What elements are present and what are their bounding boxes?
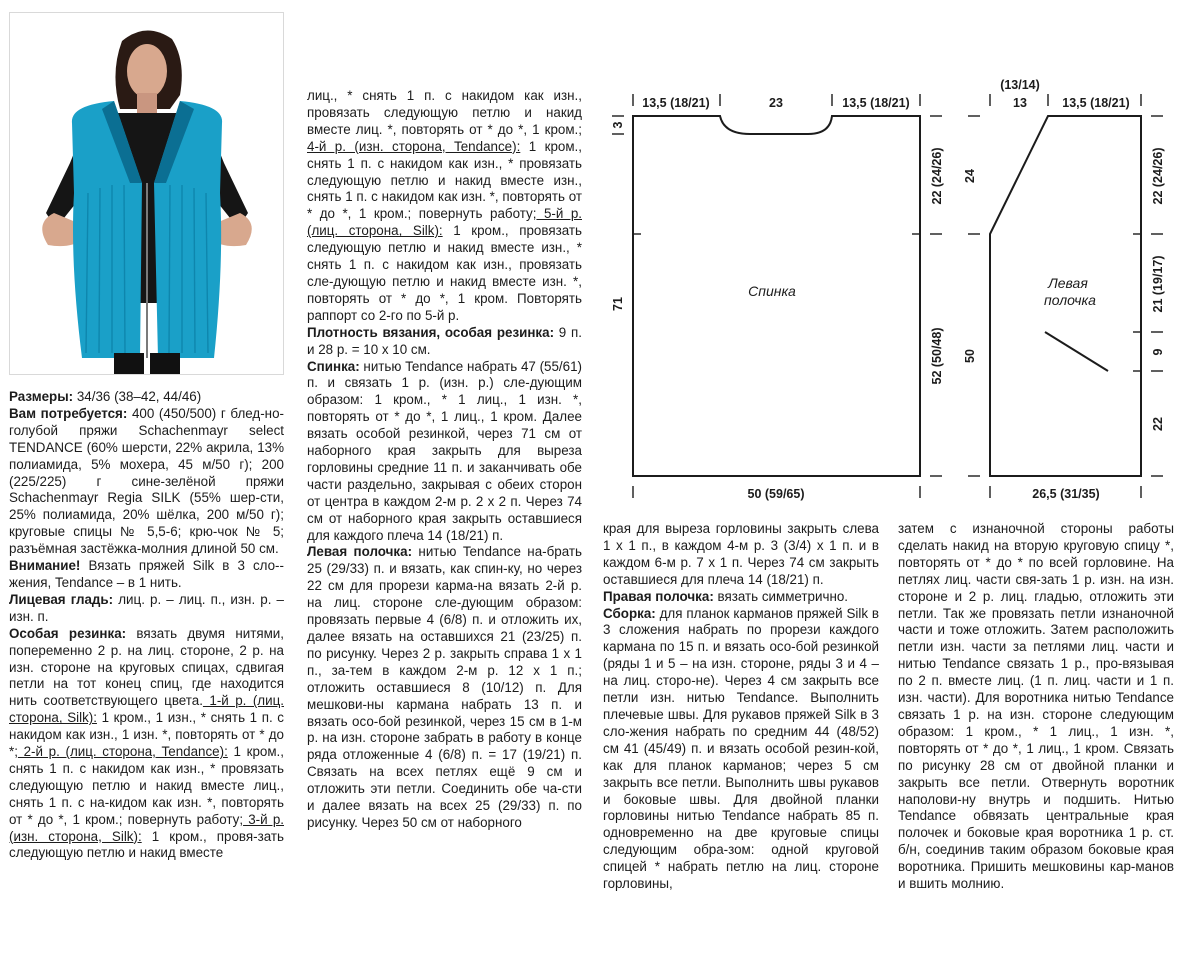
paragraph-text: края для выреза горловины закрыть слева 1 х 1 п., в каждом 4-м р. 3 (3/4) х 1 п. и в каждом 6-м р. 7 х 1 п. Через 74 см закрыть оставшиеся для плеча 14 (18/21) п. bbox=[603, 521, 879, 587]
paragraph bbox=[307, 325, 582, 359]
paragraph-heading: Правая полочка: bbox=[603, 588, 714, 604]
front-right-4-label: 22 bbox=[1151, 417, 1165, 431]
paragraph-heading: Левая полочка: bbox=[307, 544, 413, 560]
paragraph-text: 1 кром., снять 1 п. с накидом как изн., * провязать следующую петлю и накид вместе изн., снять 1 п. с накидом как изн. *, повторять от * до *, 1 кром.; повернуть работу; bbox=[307, 138, 582, 222]
paragraph bbox=[9, 626, 284, 863]
pocket-line bbox=[1045, 332, 1108, 371]
row-instruction-label: 5-й р. (лиц. сторона, Silk): bbox=[307, 206, 582, 239]
front-top-right-label: 13,5 (18/21) bbox=[1062, 96, 1130, 110]
front-bottom-label: 26,5 (31/35) bbox=[1032, 487, 1100, 501]
front-top-left-label: 13 bbox=[1013, 96, 1027, 110]
paragraph-heading: Размеры: bbox=[9, 389, 74, 404]
front-piece-label-line1: Левая bbox=[1048, 275, 1088, 291]
paragraph-text: 1 кром., снять 1 п. с накидом как изн., * провязать следующую петлю и накид вместе лиц., снять 1 п. с на-кидом как изн. *, повторять от * до *, 1 кром.; повернуть работу; bbox=[9, 744, 284, 827]
paragraph-heading: Сборка: bbox=[603, 605, 656, 621]
front-right-3-label: 9 bbox=[1151, 348, 1165, 356]
paragraph-heading: Внимание! bbox=[9, 558, 81, 574]
row-instruction-label: 1-й р. (лиц. сторона, Silk): bbox=[9, 693, 284, 726]
paragraph-text: нитью Tendance набрать 47 (55/61) п. и связать 1 р. (изн. р.) сле-дующим образом: 1 кром., * 1 лиц., 1 изн. *, повторять от * до *, 1 лиц., 1 кром. Далее вязать особой резинкой, через 71 см от наборного края закрыть для выреза горловины средние 11 п. и заканчивать обе части раздельно, закрывая с обеих сторон от центра в каждом 2-м р. 2 х 2 п. Через 74 см от наборного края закрыть оставшиеся для каждого плеча 14 (18/21) п. bbox=[307, 358, 582, 543]
paragraph-text: вязать двумя нитями, попеременно 2 р. на лиц. стороне, 2 р. на изн. стороне на круговых спицах, сдвигая петли на тот конец спиц, где находится нить соответствующего цвета. bbox=[9, 625, 284, 709]
back-bottom-label: 50 (59/65) bbox=[747, 487, 805, 501]
front-piece-label-line2: полочка bbox=[1044, 292, 1096, 308]
paragraph bbox=[603, 589, 879, 606]
paragraph-text: затем с изнаночной стороны работы сделать накид на вторую круговую спицу *, повторять от * до * по всей горловине. На петлях лиц. части свя-зать 1 р. изн. на изн. стороне и 2 р. лиц. гладью, отложить эти петли. Так же провязать петли изнаночной части и тоже отложить. Затем расположить петли изн. части за петлями лиц. части и нитью Tendance связать 1 р., про-вязывая по 2 п. вместе лиц. (1 п. лиц. части и 1 п. изн. части). Для воротника нитью Tendance связать 1 р. на изн. стороне следующим образом: 1 кром., * 1 лиц., 1 изн. *, повторять от * до *, 1 лиц., 1 кром. Связать по рисунку 28 см от двойной планки и закрыть все петли. Отвернуть воротник наполови-ну внутрь и подшить. Нитью Tendance обвязать центральные края полочек и боковые края воротника 1 р. ст. б/н, соединив таким образом боковые края воротника. Пришить мешковины кар-манов и вшить молнию. bbox=[898, 521, 1174, 892]
row-instruction-label: 3-й р. (изн. сторона, Silk): bbox=[9, 811, 284, 844]
paragraph-text: для планок карманов пряжей Silk в 3 сложения набрать по прорези каждого кармана по 15 п. и вязать осо-бой резинкой (ряды 1 и 5 – на изн. стороне, ряды 3 и 4 – на лиц. сторо-не). Через 4 см закрыть все петли изн. нитью Tendance. Выполнить плечевые швы. Для рукавов пряжей Silk в 3 сло-жения набрать по средним 44 (48/52) см 41 (45/49) п. и вязать особой резин-кой, как для планок карманов; через 5 см закрыть все петли. Выполнить швы рукавов и боковые швы. Для двойной планки горловины нитью Tendance набрать 85 п. одновременно на две круговые спицы следующим обра-зом: одной круговой спицей * набрать петлю на лиц. стороне горловины, bbox=[603, 605, 879, 892]
back-top-right-label: 13,5 (18/21) bbox=[842, 96, 910, 110]
text-column-4 bbox=[898, 521, 1174, 893]
front-right-2-label: 21 (19/17) bbox=[1151, 255, 1165, 313]
back-left-small-label: 3 bbox=[611, 121, 625, 129]
paragraph-text: вязать симметрично. bbox=[713, 588, 849, 604]
paragraph-text: 9 п. и 28 р. = 10 х 10 см. bbox=[307, 324, 582, 357]
paragraph-heading: Плотность вязания, особая резинка: bbox=[307, 324, 555, 340]
front-left-upper-label: 24 bbox=[963, 169, 977, 183]
paragraph bbox=[603, 521, 879, 589]
paragraph bbox=[603, 606, 879, 893]
text-column-3 bbox=[603, 521, 879, 893]
paragraph bbox=[307, 544, 582, 831]
back-left-height-label: 71 bbox=[611, 297, 625, 311]
paragraph bbox=[9, 592, 284, 626]
paragraph-text: 1 кром., провя-зать следующую петлю и накид вместе bbox=[9, 828, 284, 861]
paragraph-heading: Лицевая гладь: bbox=[9, 591, 114, 607]
paragraph-text: нитью Tendance на-брать 25 (29/33) п. и вязать, как спин-ку, но через 22 см для прорези карма-на вязать 2-й р. на лиц. стороне сле-дующим образом: провязать первые 4 (6/8) п. и отложить их, далее вязать на оставшихся 21 (23/25) п. по рисунку. Через 2 р. закрыть справа 1 х 1 п., за-тем в каждом 2-м р. 12 х 1 п.; отложить оставшиеся 8 (10/12) п. Для мешкови-ны кармана набрать 13 п. и вязать осо-бой резинкой, через 15 см в 1-м р. на изн. стороне забрать в работу в конце ряда отложенные 4 (6/8) п. = 17 (19/21) п. Связать на всех петлях ещё 9 см и отложить эти петли. Соединить обе ча-сти и далее вязать на всех 25 (29/33) п. по рисунку. Через 50 см от наборного bbox=[307, 544, 582, 830]
front-right-1-label: 22 (24/26) bbox=[1151, 147, 1165, 205]
text-column-1 bbox=[9, 389, 284, 862]
paragraph-text: 34/36 (38–42, 44/46) bbox=[73, 389, 202, 404]
model-photo bbox=[9, 12, 284, 375]
paragraph-text: лиц., * снять 1 п. с накидом как изн., провязать следующую петлю и накид вместе лиц. *, повторять от * до *, 1 кром.; bbox=[307, 88, 582, 137]
paragraph-text: 400 (450/500) г блед-но-голубой пряжи Schachenmayr select TENDANCE (60% шерсти, 22% акрила, 13% полиамида, 5% мохера, 45 м/50 г); 200 (225/225) г сине-зелёной пряжи Schachenmayr Regia SILK (55% шер-сти, 25% полиамида, 20% шёлка, 200 м/50 г); круговые спицы № 5,5-6; крю-чок № 5; разъёмная застёжка-молния длиной 50 см. bbox=[9, 405, 284, 557]
paragraph-text: 1 кром., 1 изн., * снять 1 п. с накидом как изн., 1 изн. *, повторять от * до *; bbox=[9, 710, 284, 760]
paragraph bbox=[307, 88, 582, 325]
paragraph-text: 1 кром., провязать следующую петлю и накид вместе изн., * снять 1 п. с накидом как изн., провязать сле-дующую петлю и накид вместе изн. *, повторять от * до *, 1 кром. Повторять раппорт со 2-го по 5-й р. bbox=[307, 223, 582, 323]
paragraph-heading: Вам потребуется: bbox=[9, 405, 128, 421]
back-top-mid-label: 23 bbox=[769, 96, 783, 110]
front-top-extra-label: (13/14) bbox=[1000, 78, 1040, 92]
paragraph-heading: Спинка: bbox=[307, 358, 360, 374]
text-column-2 bbox=[307, 88, 582, 832]
paragraph bbox=[9, 558, 284, 592]
row-instruction-label: 4-й р. (изн. сторона, Tendance): bbox=[307, 138, 521, 154]
paragraph-text: лиц. р. – лиц. п., изн. р. – изн. п. bbox=[9, 591, 284, 624]
paragraph-heading: Особая резинка: bbox=[9, 625, 127, 641]
row-instruction-label: 2-й р. (лиц. сторона, Tendance): bbox=[17, 744, 228, 760]
back-piece-label: Спинка bbox=[748, 283, 796, 299]
back-right-upper-label: 22 (24/26) bbox=[930, 147, 944, 205]
back-top-left-label: 13,5 (18/21) bbox=[642, 96, 710, 110]
back-right-lower-label: 52 (50/48) bbox=[930, 327, 944, 385]
front-left-lower-label: 50 bbox=[963, 349, 977, 363]
paragraph bbox=[307, 359, 582, 545]
paragraph bbox=[9, 389, 284, 406]
paragraph bbox=[9, 406, 284, 558]
paragraph-text: Вязать пряжей Silk в 3 сло-жения, Tendance – в 1 нить. bbox=[9, 558, 284, 590]
paragraph bbox=[898, 521, 1174, 893]
schematic-diagram bbox=[600, 76, 1175, 516]
